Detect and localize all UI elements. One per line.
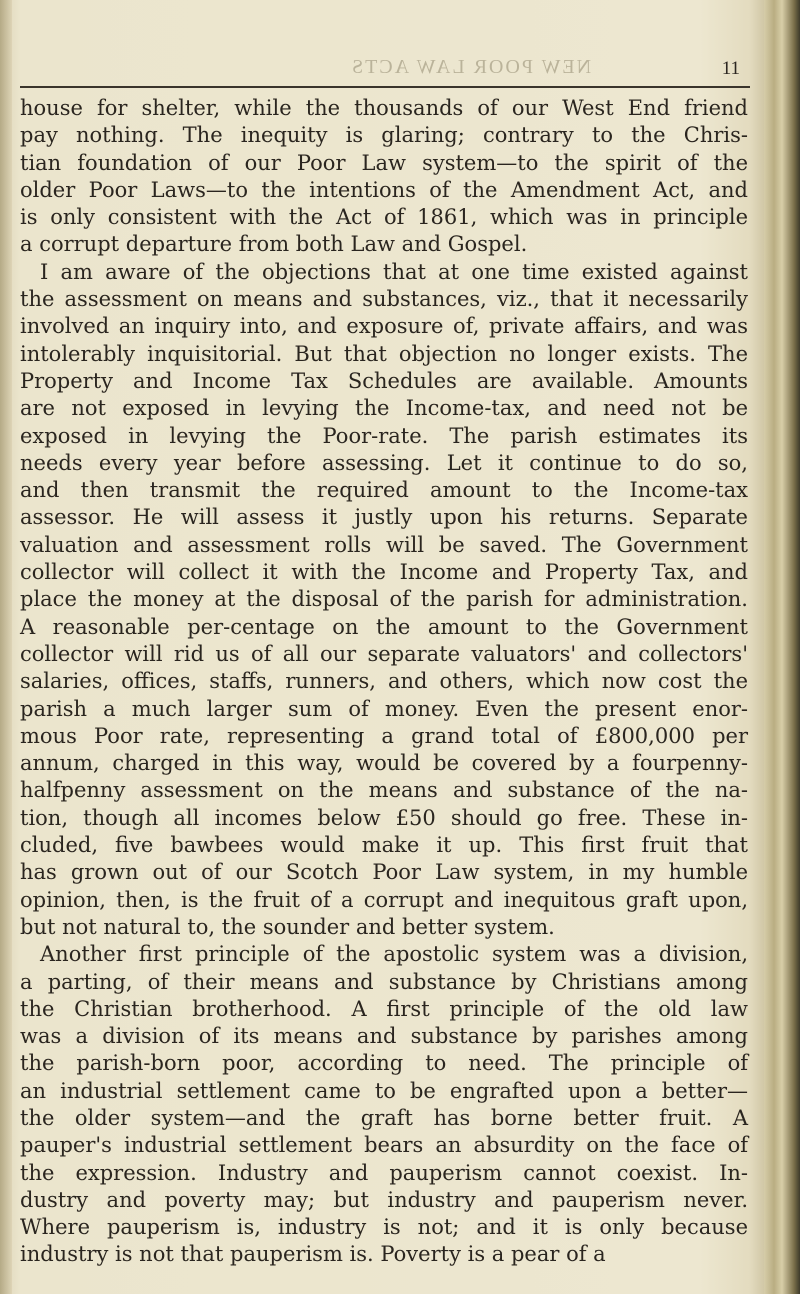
running-header bbox=[40, 48, 740, 78]
text-line: the parish-born poor, according to need. The principle of bbox=[20, 1051, 748, 1076]
text-line: mous Poor rate, representing a grand total of £800,000 per bbox=[20, 723, 748, 748]
text-line: needs every year before assessing. Let it continue to do so, bbox=[20, 450, 748, 475]
page-left-edge bbox=[0, 0, 12, 1294]
text-line: salaries, offices, staffs, runners, and others, which now cost the bbox=[20, 669, 748, 694]
text-line: house for shelter, while the thousands of our West End friend bbox=[20, 96, 748, 120]
text-line: collector will collect it with the Income and Property Tax, and bbox=[20, 560, 748, 585]
text-line: parish a much larger sum of money. Even the present enor- bbox=[20, 696, 748, 721]
text-line: pay nothing. The inequity is glaring; contrary to the Chris- bbox=[20, 123, 748, 148]
page-number: 11 bbox=[721, 58, 740, 79]
text-line: the expression. Industry and pauperism cannot coexist. In- bbox=[20, 1160, 748, 1185]
text-line: annum, charged in this way, would be covered by a fourpenny- bbox=[20, 751, 748, 776]
text-line: collector will rid us of all our separate valuators' and collectors' bbox=[20, 641, 748, 666]
text-line: are not exposed in levying the Income-tax, and need not be bbox=[20, 396, 748, 421]
text-line: opinion, then, is the fruit of a corrupt and inequitous graft upon, bbox=[20, 887, 748, 912]
text-line: exposed in levying the Poor-rate. The parish estimates its bbox=[20, 423, 748, 448]
text-line: pauper's industrial settlement bears an absurdity on the face of bbox=[20, 1133, 748, 1158]
text-line: I am aware of the objections that at one time existed against bbox=[40, 259, 748, 284]
page-binding-edge bbox=[764, 0, 800, 1294]
text-line: is only consistent with the Act of 1861, which was in principle bbox=[20, 205, 748, 230]
text-line: the Christian brotherhood. A first principle of the old law bbox=[20, 996, 748, 1021]
text-line: involved an inquiry into, and exposure of, private affairs, and was bbox=[20, 314, 748, 339]
body-text bbox=[20, 95, 748, 1269]
text-line: an industrial settlement came to be engrafted upon a better— bbox=[20, 1078, 748, 1103]
text-line: intolerably inquisitorial. But that objection no longer exists. The bbox=[20, 341, 748, 366]
text-line: has grown out of our Scotch Poor Law system, in my humble bbox=[20, 860, 748, 885]
text-line: valuation and assessment rolls will be saved. The Government bbox=[20, 532, 748, 557]
header-rule bbox=[20, 86, 750, 88]
text-line: a parting, of their means and substance by Christians among bbox=[20, 969, 748, 994]
text-line: cluded, five bawbees would make it up. This first fruit that bbox=[20, 833, 748, 858]
text-line: tion, though all incomes below £50 should go free. These in- bbox=[20, 805, 748, 830]
text-line: industry is not that pauperism is. Poverty is a pear of a bbox=[20, 1242, 606, 1267]
text-line: a corrupt departure from both Law and Gospel. bbox=[20, 232, 528, 257]
bleed-through-text: NEW POOR LAW ACTS bbox=[350, 56, 592, 78]
text-line: Another first principle of the apostolic system was a division, bbox=[40, 942, 748, 967]
text-line: dustry and poverty may; but industry and pauperism never. bbox=[20, 1187, 748, 1212]
text-line: place the money at the disposal of the parish for administration. bbox=[20, 587, 748, 612]
text-line: A reasonable per-centage on the amount to the Government bbox=[20, 614, 748, 639]
text-line: halfpenny assessment on the means and substance of the na- bbox=[20, 778, 748, 803]
text-line: the assessment on means and substances, viz., that it necessarily bbox=[20, 287, 748, 312]
text-line: Property and Income Tax Schedules are available. Amounts bbox=[20, 368, 748, 393]
text-line: was a division of its means and substance by parishes among bbox=[20, 1024, 748, 1049]
text-line: the older system—and the graft has borne better fruit. A bbox=[20, 1105, 748, 1130]
text-line: but not natural to, the sounder and better system. bbox=[20, 914, 555, 939]
text-line: older Poor Laws—to the intentions of the Amendment Act, and bbox=[20, 177, 748, 202]
text-line: Where pauperism is, industry is not; and it is only because bbox=[20, 1215, 748, 1240]
text-line: and then transmit the required amount to the Income-tax bbox=[20, 478, 748, 503]
text-line: tian foundation of our Poor Law system—to the spirit of the bbox=[20, 150, 748, 175]
text-line: assessor. He will assess it justly upon his returns. Separate bbox=[20, 505, 748, 530]
